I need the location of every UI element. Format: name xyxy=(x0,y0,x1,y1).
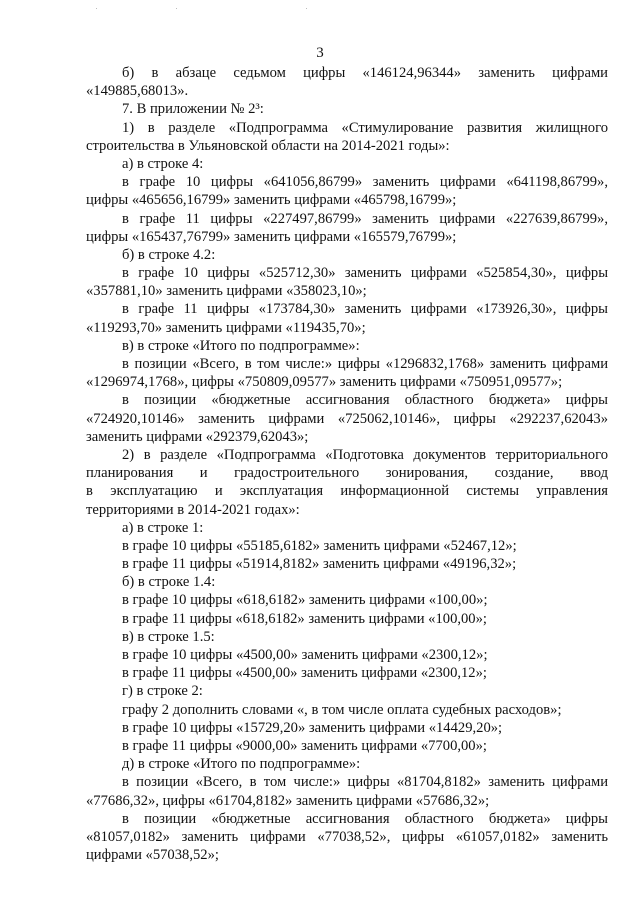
text-line: в) в строке «Итого по подпрограмме»: xyxy=(122,337,360,354)
text-line: в графе 11 цифры «9000,00» заменить цифрами «7700,00»; xyxy=(122,737,487,754)
text-line: «1296974,1768», цифры «750809,09577» заменить цифрами «750951,09577»; xyxy=(86,374,563,391)
text-line: в графе 10 цифры «55185,6182» заменить цифрами «52467,12»; xyxy=(122,537,517,554)
scan-speck xyxy=(96,8,97,9)
text-line: в графе 10 цифры «4500,00» заменить цифрами «2300,12»; xyxy=(122,647,488,663)
text-line: в позиции «бюджетные ассигнования областного бюджета» цифры xyxy=(122,810,608,827)
text-line: б) в абзаце седьмом цифры «146124,96344» заменить цифрами xyxy=(122,65,608,81)
text-line: в графе 11 цифры «4500,00» заменить цифрами «2300,12»; xyxy=(122,665,487,682)
text-line: б) в строке 1.4: xyxy=(122,574,216,591)
text-line: в) в строке 1.5: xyxy=(122,628,215,645)
text-line: «77686,32», цифры «61704,8182» заменить цифрами «57686,32»; xyxy=(86,792,490,809)
scan-speck xyxy=(306,8,307,9)
text-line: 7. В приложении № 2³: xyxy=(122,101,264,118)
text-line: 2) в разделе «Подпрограмма «Подготовка документов территориального xyxy=(122,446,608,463)
text-line: цифры «165437,76799» заменить цифрами «165579,76799»; xyxy=(86,228,457,245)
text-line: в графе 10 цифры «15729,20» заменить цифрами «14429,20»; xyxy=(122,719,503,736)
text-line: заменить цифрами «292379,62043»; xyxy=(86,428,309,445)
text-line: в позиции «Всего, в том числе:» цифры «1296832,1768» заменить цифрами xyxy=(122,356,608,372)
text-line: территориями в 2014-2021 годах»: xyxy=(86,501,300,518)
text-line: в позиции «бюджетные ассигнования областного бюджета» цифры xyxy=(122,392,608,409)
text-line: в графе 10 цифры «641056,86799» заменить цифрами «641198,86799», xyxy=(122,174,608,191)
text-line: в графе 11 цифры «51914,8182» заменить цифрами «49196,32»; xyxy=(122,556,517,573)
text-line: в эксплуатацию и эксплуатация информационной системы управления xyxy=(86,483,608,500)
text-line: д) в строке «Итого по подпрограмме»: xyxy=(122,756,361,773)
page-number: 3 xyxy=(316,45,324,61)
text-line: 1) в разделе «Подпрограмма «Стимулирование развития жилищного xyxy=(122,119,608,136)
text-line: строительства в Ульяновской области на 2014-2021 годы»: xyxy=(86,137,450,154)
text-line: «724920,10146» заменить цифрами «725062,10146», цифры «292237,62043» xyxy=(86,410,608,427)
text-line: цифрами «57038,52»; xyxy=(86,847,219,864)
text-line: графу 2 дополнить словами «, в том числе оплата судебных расходов»; xyxy=(122,701,562,718)
text-line: цифры «465656,16799» заменить цифрами «465798,16799»; xyxy=(86,192,457,209)
text-line: в графе 10 цифры «525712,30» заменить цифрами «525854,30», цифры xyxy=(122,265,608,282)
text-line: «357881,10» заменить цифрами «358023,10»; xyxy=(86,283,367,300)
text-line: «119293,70» заменить цифрами «119435,70»; xyxy=(86,319,366,336)
text-line: а) в строке 1: xyxy=(122,519,204,536)
text-line: а) в строке 4: xyxy=(122,155,204,172)
text-line: г) в строке 2: xyxy=(122,683,203,700)
text-line: в графе 11 цифры «618,6182» заменить цифрами «100,00»; xyxy=(122,610,487,627)
scan-speck xyxy=(176,8,177,9)
text-line: планирования и градостроительного зонирования, создание, ввод xyxy=(86,465,608,482)
text-line: «149885,68013». xyxy=(86,83,189,100)
text-line: в графе 10 цифры «618,6182» заменить цифрами «100,00»; xyxy=(122,592,488,609)
text-line: в графе 11 цифры «173784,30» заменить цифрами «173926,30», цифры xyxy=(122,301,608,318)
text-line: в позиции «Всего, в том числе:» цифры «81704,8182» заменить цифрами xyxy=(122,774,608,791)
text-line: б) в строке 4.2: xyxy=(122,246,216,263)
text-line: «81057,0182» заменить цифрами «77038,52», цифры «61057,0182» заменить xyxy=(86,828,608,845)
text-line: в графе 11 цифры «227497,86799» заменить цифрами «227639,86799», xyxy=(122,210,608,227)
document-body xyxy=(86,64,608,864)
